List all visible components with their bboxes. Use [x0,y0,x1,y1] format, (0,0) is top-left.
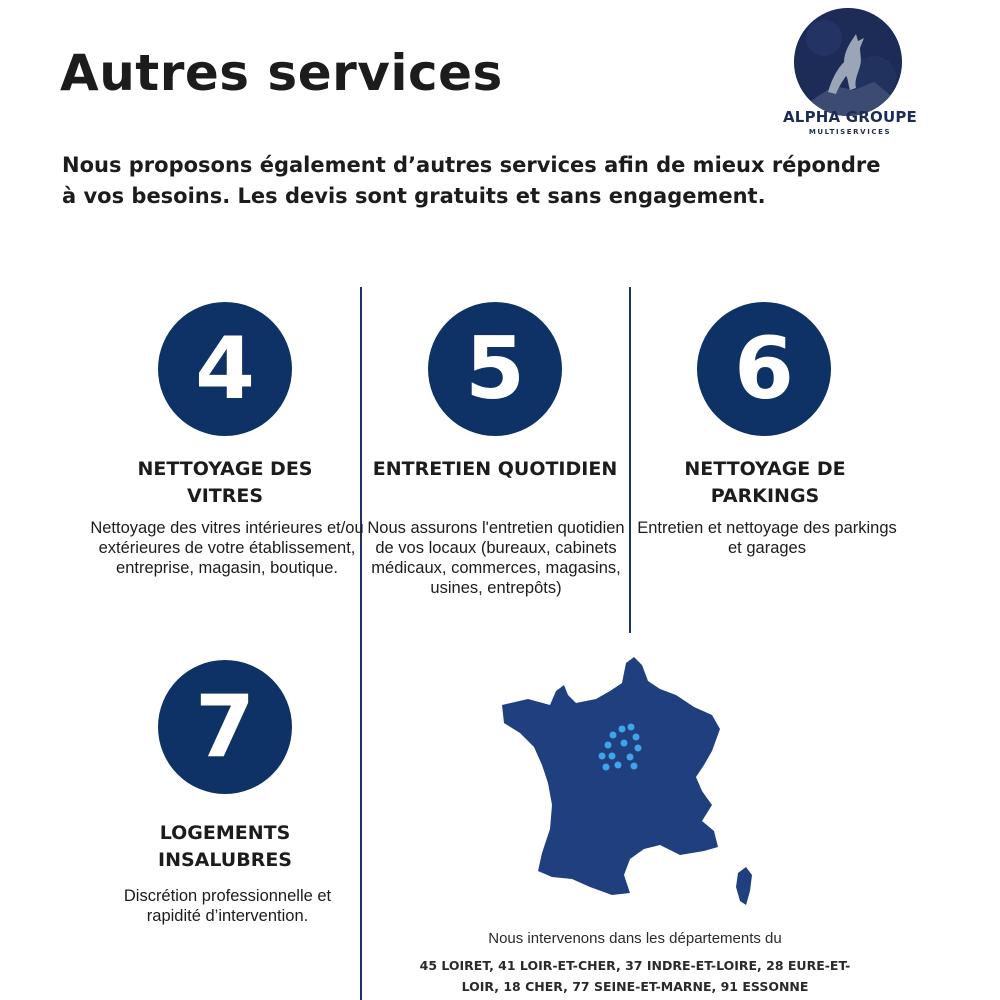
service-description: Discrétion professionnelle et rapidité d’intervention. [123,887,332,925]
service-number-badge: 7 [158,660,292,794]
coverage-caption: Nous intervenons dans les départements du [488,930,782,947]
page-title: Autres services [60,44,503,102]
france-map-icon [498,655,768,920]
intro-text: Nous proposons également d’autres services afin de mieux répondre à vos besoins. Les devis sont gratuits et sans engagement. [62,153,881,208]
service-number-badge: 5 [428,302,562,436]
service-title: NETTOYAGE DES VITRES [137,458,313,507]
service-number-badge: 6 [697,302,831,436]
wolf-howling-icon [794,8,902,116]
logo-name: ALPHA GROUPE [783,108,917,126]
service-title: LOGEMENTS INSALUBRES [158,822,292,871]
service-number-badge: 4 [158,302,292,436]
service-description: Entretien et nettoyage des parkings et garages [637,519,897,557]
company-logo [770,8,930,138]
service-description: Nous assurons l'entretien quotidien de vos locaux (bureaux, cabinets médicaux, commerces, magasins, usines, entrepôts) [367,519,625,597]
service-description: Nettoyage des vitres intérieures et/ou extérieures de votre établissement, entreprise, magasin, boutique. [90,519,364,577]
service-title: ENTRETIEN QUOTIDIEN [372,458,618,480]
service-title: NETTOYAGE DE PARKINGS [684,458,846,507]
column-divider [360,287,362,1000]
logo-subtitle: MULTISERVICES [808,128,892,136]
coverage-departments: 45 LOIRET, 41 LOIR-ET-CHER, 37 INDRE-ET-LOIRE, 28 EURE-ET-LOIR, 18 CHER, 77 SEINE-ET-MARNE, 91 ESSONNE [419,958,851,994]
